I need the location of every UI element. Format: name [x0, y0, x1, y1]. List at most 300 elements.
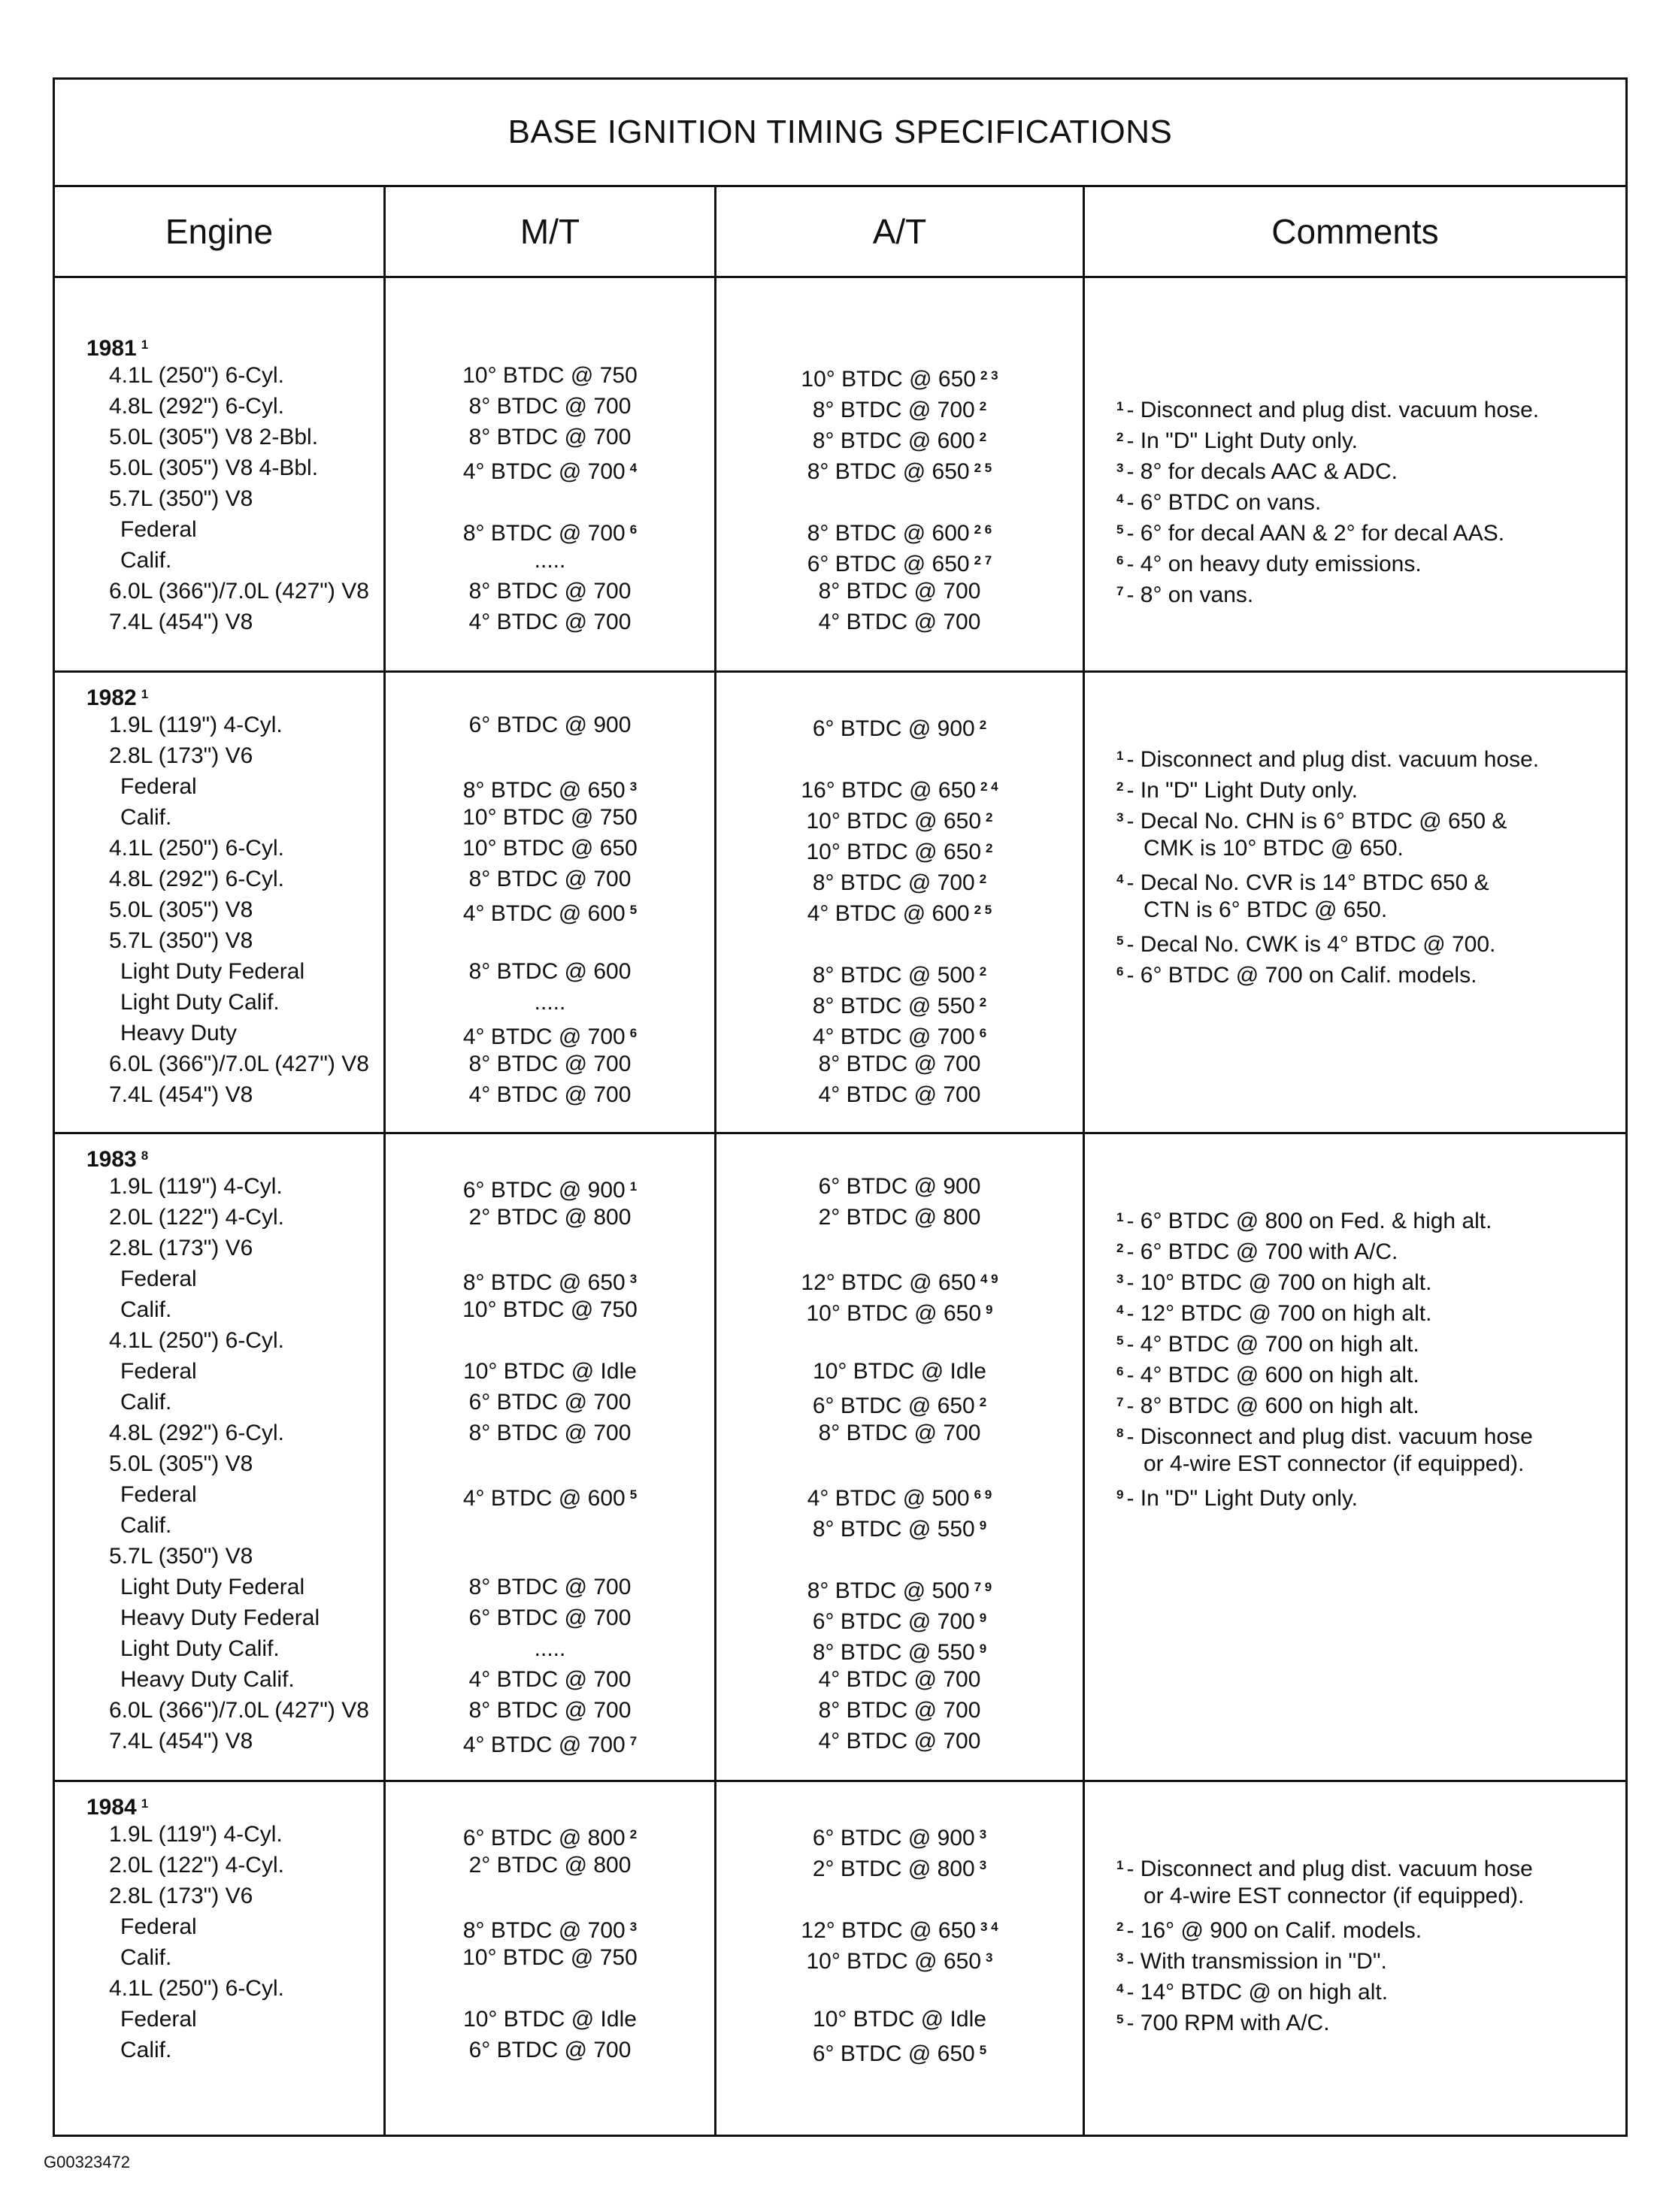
at-value: 8° BTDC @ 500 [812, 963, 975, 988]
table-body [55, 278, 1625, 2135]
footnote-ref: 2 [986, 810, 993, 825]
footnote-number: 2 [1116, 1241, 1124, 1255]
comment-line [1116, 2004, 1625, 2035]
footnote-ref: 6 [629, 522, 638, 537]
comment-text: - 8° BTDC @ 600 on high alt. [1126, 1393, 1419, 1418]
mt-cell [386, 1633, 714, 1664]
engine-column [55, 1134, 386, 1780]
engine-cell: Federal [120, 2007, 197, 2032]
year-text: 1982 [86, 685, 137, 710]
comment-text: - 4° on heavy duty emissions. [1126, 552, 1422, 576]
engine-cell: Heavy Duty Calif. [120, 1667, 295, 1692]
footnote-number: 2 [1116, 430, 1124, 444]
mt-value: 6° BTDC @ 700 [468, 1390, 632, 1415]
table-title: BASE IGNITION TIMING SPECIFICATIONS [55, 80, 1625, 187]
engine-cell: 1.9L (119") 4-Cyl. [109, 1822, 283, 1847]
at-value: 4° BTDC @ 700 [818, 1082, 981, 1107]
mt-column [386, 673, 716, 1132]
footnote-ref: 2 6 [974, 522, 992, 537]
comment-line [1116, 894, 1625, 925]
comments-column [1085, 1782, 1625, 2135]
mt-cell [386, 1418, 714, 1448]
year-label [86, 1140, 383, 1171]
engine-cell: Calif. [120, 805, 172, 830]
comment-line [1116, 545, 1625, 576]
at-cell [716, 1418, 1083, 1448]
at-cell [716, 740, 1083, 771]
mt-value: 8° BTDC @ 700 [468, 1052, 632, 1076]
comment-text: - Decal No. CWK is 4° BTDC @ 700. [1126, 932, 1496, 957]
engine-cell: Light Duty Federal [120, 959, 305, 984]
column-header-row [55, 187, 1625, 278]
year-label [86, 1788, 383, 1819]
mt-cell [386, 1448, 714, 1479]
comment-text: or 4-wire EST connector (if equipped). [1144, 1884, 1525, 1908]
footnote-number: 3 [1116, 461, 1124, 475]
mt-cell [386, 607, 714, 637]
comment-line [1116, 1263, 1625, 1294]
engine-cell: Federal [120, 1359, 197, 1384]
mt-cell [386, 1387, 714, 1418]
figure-id: G00323472 [44, 2153, 130, 2171]
at-cell [716, 1942, 1083, 1973]
comment-line [1116, 1911, 1625, 1942]
at-cell [716, 1356, 1083, 1387]
engine-cell: 7.4L (454") V8 [109, 1082, 253, 1107]
footnote-number: 7 [1116, 1395, 1124, 1409]
at-value: 8° BTDC @ 600 [812, 428, 975, 453]
mt-cell [386, 740, 714, 771]
footnote-number: 4 [1116, 1303, 1124, 1317]
mt-cell [386, 1973, 714, 2004]
at-cell [716, 1911, 1083, 1942]
comment-line [1116, 1233, 1625, 1263]
at-cell [716, 391, 1083, 422]
at-value: 10° BTDC @ Idle [813, 1359, 986, 1384]
comment-text: - 6° BTDC @ 700 with A/C. [1126, 1239, 1398, 1264]
at-cell [716, 1602, 1083, 1633]
mt-cell [386, 1479, 714, 1510]
mt-value: 8° BTDC @ 700 [468, 425, 632, 449]
footnote-ref: 1 [141, 687, 149, 701]
engine-cell: 2.0L (122") 4-Cyl. [109, 1205, 284, 1230]
at-cell [716, 1572, 1083, 1602]
comment-line [1116, 956, 1625, 987]
engine-cell: 4.1L (250") 6-Cyl. [109, 363, 284, 388]
comment-line [1116, 576, 1625, 607]
engine-cell: Light Duty Calif. [120, 1636, 280, 1661]
footnote-number: 4 [1116, 872, 1124, 886]
mt-cell [386, 2035, 714, 2065]
mt-cell [386, 1294, 714, 1325]
comment-text: - 10° BTDC @ 700 on high alt. [1126, 1270, 1432, 1295]
mt-column [386, 1134, 716, 1780]
footnote-ref: 3 [986, 1950, 993, 1965]
footnote-ref: 2 [629, 1827, 638, 1841]
comment-text: CTN is 6° BTDC @ 650. [1144, 897, 1388, 922]
engine-cell: 5.0L (305") V8 2-Bbl. [109, 425, 319, 449]
mt-value: 8° BTDC @ 700 [468, 579, 632, 604]
at-value: 10° BTDC @ 650 [806, 840, 982, 864]
mt-value: ..... [534, 1636, 566, 1661]
at-cell [716, 1325, 1083, 1356]
footnote-number: 6 [1116, 964, 1124, 979]
engine-cell: 5.7L (350") V8 [109, 486, 253, 511]
footnote-number: 5 [1116, 1333, 1124, 1348]
at-value: 4° BTDC @ 600 [807, 901, 970, 926]
at-cell [716, 1294, 1083, 1325]
engine-cell: 4.8L (292") 6-Cyl. [109, 394, 284, 419]
engine-cell: Calif. [120, 1390, 172, 1415]
comment-text: - Disconnect and plug dist. vacuum hose. [1126, 398, 1540, 422]
engine-cell: Federal [120, 774, 197, 799]
mt-value: 10° BTDC @ 750 [462, 1945, 638, 1970]
mt-column [386, 278, 716, 670]
at-cell [716, 1633, 1083, 1664]
engine-cell: 4.8L (292") 6-Cyl. [109, 1421, 284, 1445]
footnote-ref: 7 9 [974, 1580, 992, 1594]
engine-cell: Light Duty Calif. [120, 990, 280, 1015]
mt-value: 10° BTDC @ 650 [462, 836, 638, 861]
mt-cell [386, 483, 714, 514]
at-cell [716, 1079, 1083, 1110]
mt-cell [386, 1049, 714, 1079]
header-engine: Engine [55, 187, 386, 276]
at-value: 10° BTDC @ Idle [813, 2007, 986, 2032]
mt-cell [386, 925, 714, 956]
comment-line [1116, 1356, 1625, 1387]
footnote-ref: 2 5 [974, 903, 992, 917]
comment-text: - 6° BTDC @ 700 on Calif. models. [1126, 963, 1477, 988]
mt-value: 4° BTDC @ 600 [462, 1486, 626, 1511]
at-cell [716, 987, 1083, 1018]
footnote-ref: 9 [979, 1642, 987, 1656]
at-cell [716, 771, 1083, 802]
footnote-ref: 2 [979, 399, 987, 413]
at-cell [716, 1664, 1083, 1695]
at-value: 8° BTDC @ 700 [818, 579, 981, 604]
engine-cell: Federal [120, 1266, 197, 1291]
mt-value: 8° BTDC @ 700 [468, 867, 632, 891]
engine-cell: 1.9L (119") 4-Cyl. [109, 1174, 283, 1199]
footnote-ref: 2 [979, 995, 987, 1009]
mt-value: 8° BTDC @ 700 [462, 1918, 626, 1943]
mt-value: 4° BTDC @ 700 [462, 1024, 626, 1049]
at-value: 8° BTDC @ 550 [812, 1517, 975, 1542]
footnote-number: 3 [1116, 1950, 1124, 1965]
footnote-ref: 2 [986, 841, 993, 855]
at-cell [716, 1726, 1083, 1757]
year-label [86, 329, 383, 360]
footnote-ref: 1 [141, 1796, 149, 1811]
at-cell [716, 1448, 1083, 1479]
footnote-number: 6 [1116, 1364, 1124, 1378]
comment-text: - With transmission in "D". [1126, 1949, 1387, 1974]
engine-cell: 6.0L (366")/7.0L (427") V8 [109, 579, 369, 604]
mt-cell [386, 710, 714, 740]
mt-value: 6° BTDC @ 900 [462, 1178, 626, 1203]
footnote-ref: 1 [629, 1179, 638, 1194]
at-cell [716, 422, 1083, 452]
mt-cell [386, 1018, 714, 1049]
engine-cell: 4.1L (250") 6-Cyl. [109, 1328, 284, 1353]
footnote-number: 1 [1116, 1858, 1124, 1872]
engine-cell: 2.0L (122") 4-Cyl. [109, 1853, 284, 1878]
footnote-ref: 6 9 [974, 1487, 992, 1502]
comment-text: - 6° for decal AAN & 2° for decal AAS. [1126, 521, 1505, 546]
year-section-1981 [55, 278, 1625, 673]
comment-line [1116, 391, 1625, 422]
mt-cell [386, 360, 714, 391]
comment-text: - Decal No. CVR is 14° BTDC 650 & [1126, 870, 1489, 895]
mt-cell [386, 1850, 714, 1881]
footnote-ref: 9 [979, 1611, 987, 1625]
engine-cell: 6.0L (366")/7.0L (427") V8 [109, 1052, 369, 1076]
at-cell [716, 1018, 1083, 1049]
at-value: 6° BTDC @ 650 [812, 2041, 975, 2066]
at-value: 6° BTDC @ 650 [812, 1393, 975, 1418]
mt-cell [386, 1942, 714, 1973]
at-value: 8° BTDC @ 700 [818, 1698, 981, 1723]
at-value: 4° BTDC @ 700 [818, 1729, 981, 1754]
mt-value: 8° BTDC @ 700 [468, 394, 632, 419]
engine-cell: 4.1L (250") 6-Cyl. [109, 1976, 284, 2001]
footnote-ref: 2 5 [974, 461, 992, 475]
engine-cell: 1.9L (119") 4-Cyl. [109, 713, 283, 737]
at-value: 8° BTDC @ 650 [807, 459, 970, 484]
mt-cell [386, 576, 714, 607]
comment-text: CMK is 10° BTDC @ 650. [1144, 836, 1404, 861]
at-cell [716, 360, 1083, 391]
footnote-number: 2 [1116, 1920, 1124, 1934]
year-section-1983 [55, 1134, 1625, 1782]
at-cell [716, 452, 1083, 483]
engine-cell: 5.0L (305") V8 [109, 897, 253, 922]
mt-cell [386, 1664, 714, 1695]
engine-cell: 6.0L (366")/7.0L (427") V8 [109, 1698, 369, 1723]
footnote-number: 3 [1116, 810, 1124, 825]
at-value: 8° BTDC @ 600 [807, 521, 970, 546]
engine-column [55, 278, 386, 670]
engine-cell: 7.4L (454") V8 [109, 1729, 253, 1754]
footnote-ref: 5 [629, 903, 638, 917]
at-column [716, 1782, 1085, 2135]
footnote-ref: 6 [629, 1026, 638, 1040]
at-value: 6° BTDC @ 650 [807, 552, 970, 576]
comment-text: - Disconnect and plug dist. vacuum hose [1126, 1856, 1533, 1881]
comment-line [1116, 1418, 1625, 1448]
comments-column [1085, 1134, 1625, 1780]
comment-line [1116, 1202, 1625, 1233]
engine-cell: 2.8L (173") V6 [109, 1236, 253, 1260]
comment-line [1116, 1850, 1625, 1881]
engine-cell: 4.8L (292") 6-Cyl. [109, 867, 284, 891]
mt-cell [386, 514, 714, 545]
at-cell [716, 802, 1083, 833]
year-section-1982 [55, 673, 1625, 1134]
at-cell [716, 925, 1083, 956]
header-comments: Comments [1271, 212, 1439, 251]
mt-value: 10° BTDC @ 750 [462, 1297, 638, 1322]
comment-text: - In "D" Light Duty only. [1126, 1486, 1358, 1511]
mt-value: 10° BTDC @ 750 [462, 805, 638, 830]
engine-cell: Heavy Duty [120, 1021, 238, 1045]
comment-line [1116, 771, 1625, 802]
comment-line [1116, 833, 1625, 864]
at-value: 4° BTDC @ 500 [807, 1486, 970, 1511]
footnote-number: 6 [1116, 553, 1124, 567]
comment-text: - Disconnect and plug dist. vacuum hose [1126, 1424, 1533, 1449]
footnote-ref: 2 [979, 718, 987, 732]
footnote-ref: 3 4 [980, 1920, 998, 1934]
mt-column [386, 1782, 716, 2135]
comment-text: - In "D" Light Duty only. [1126, 778, 1358, 803]
engine-cell: 7.4L (454") V8 [109, 610, 253, 634]
engine-cell: 4.1L (250") 6-Cyl. [109, 836, 284, 861]
mt-cell [386, 1510, 714, 1541]
footnote-ref: 2 [979, 1395, 987, 1409]
mt-cell [386, 894, 714, 925]
mt-value: 8° BTDC @ 650 [462, 1270, 626, 1295]
footnote-number: 8 [1116, 1426, 1124, 1440]
engine-cell: 5.7L (350") V8 [109, 928, 253, 953]
mt-value: 8° BTDC @ 700 [462, 521, 626, 546]
at-value: 10° BTDC @ 650 [801, 367, 976, 392]
mt-cell [386, 802, 714, 833]
mt-cell [386, 1356, 714, 1387]
mt-value: 4° BTDC @ 700 [468, 1667, 632, 1692]
engine-cell: Federal [120, 1482, 197, 1507]
mt-cell [386, 864, 714, 894]
at-value: 2° BTDC @ 800 [818, 1205, 981, 1230]
at-cell [716, 545, 1083, 576]
at-cell [716, 483, 1083, 514]
header-mt: M/T [386, 187, 716, 276]
mt-cell [386, 771, 714, 802]
engine-cell: Light Duty Federal [120, 1575, 305, 1599]
at-value: 10° BTDC @ 650 [806, 809, 982, 834]
footnote-number: 7 [1116, 584, 1124, 598]
mt-cell [386, 545, 714, 576]
comment-line [1116, 422, 1625, 452]
at-value: 4° BTDC @ 700 [818, 610, 981, 634]
footnote-ref: 2 [979, 872, 987, 886]
footnote-ref: 7 [629, 1734, 638, 1748]
at-cell [716, 1479, 1083, 1510]
comment-line [1116, 1973, 1625, 2004]
comment-text: - 700 RPM with A/C. [1126, 2011, 1330, 2035]
mt-value: ..... [534, 548, 566, 573]
engine-cell: 5.0L (305") V8 4-Bbl. [109, 455, 319, 480]
mt-cell [386, 1911, 714, 1942]
footnote-number: 4 [1116, 1981, 1124, 1996]
engine-cell: Calif. [120, 548, 172, 573]
mt-cell [386, 987, 714, 1018]
at-cell [716, 710, 1083, 740]
engine-cell: 2.8L (173") V6 [109, 1884, 253, 1908]
footnote-number: 9 [1116, 1487, 1124, 1502]
comment-text: - Disconnect and plug dist. vacuum hose. [1126, 747, 1540, 772]
engine-cell: Federal [120, 517, 197, 542]
footnote-number: 1 [1116, 399, 1124, 413]
comment-line [1116, 1387, 1625, 1418]
mt-cell [386, 1325, 714, 1356]
mt-value: 6° BTDC @ 700 [468, 2038, 632, 2062]
footnote-ref: 2 7 [974, 553, 992, 567]
at-cell [716, 864, 1083, 894]
at-value: 6° BTDC @ 900 [818, 1174, 981, 1199]
mt-value: 6° BTDC @ 900 [468, 713, 632, 737]
footnote-ref: 9 [979, 1518, 987, 1533]
comment-line [1116, 740, 1625, 771]
comment-line [1116, 1448, 1625, 1479]
at-value: 6° BTDC @ 900 [812, 716, 975, 741]
footnote-ref: 3 [629, 1920, 638, 1934]
mt-cell [386, 1726, 714, 1757]
at-value: 4° BTDC @ 700 [818, 1667, 981, 1692]
header-at: A/T [716, 187, 1085, 276]
at-cell [716, 607, 1083, 637]
at-column [716, 278, 1085, 670]
mt-cell [386, 956, 714, 987]
footnote-ref: 2 3 [980, 368, 998, 383]
comments-column [1085, 278, 1625, 670]
mt-value: 8° BTDC @ 700 [468, 1575, 632, 1599]
footnote-ref: 6 [979, 1026, 987, 1040]
comment-text: - 4° BTDC @ 700 on high alt. [1126, 1332, 1419, 1357]
mt-value: 4° BTDC @ 600 [462, 901, 626, 926]
engine-column [55, 673, 386, 1132]
at-value: 6° BTDC @ 700 [812, 1609, 975, 1634]
mt-cell [386, 1541, 714, 1572]
footnote-ref: 4 9 [980, 1272, 998, 1286]
mt-cell [386, 2004, 714, 2035]
at-cell [716, 1233, 1083, 1263]
at-cell [716, 514, 1083, 545]
footnote-number: 5 [1116, 2012, 1124, 2026]
comment-text: - 6° BTDC on vans. [1126, 490, 1322, 515]
footnote-number: 3 [1116, 1272, 1124, 1286]
mt-value: 4° BTDC @ 700 [462, 1732, 626, 1757]
comment-text: - 16° @ 900 on Calif. models. [1126, 1918, 1422, 1943]
mt-value: 10° BTDC @ Idle [463, 2007, 637, 2032]
at-cell [716, 1171, 1083, 1202]
at-value: 8° BTDC @ 700 [818, 1052, 981, 1076]
footnote-ref: 5 [629, 1487, 638, 1502]
engine-cell: Calif. [120, 2038, 172, 2062]
engine-cell: Calif. [120, 1297, 172, 1322]
at-cell [716, 576, 1083, 607]
engine-cell: 5.7L (350") V8 [109, 1544, 253, 1569]
at-cell [716, 1541, 1083, 1572]
mt-value: 4° BTDC @ 700 [462, 459, 626, 484]
at-value: 8° BTDC @ 550 [812, 994, 975, 1018]
at-value: 8° BTDC @ 550 [812, 1640, 975, 1665]
comment-line [1116, 1294, 1625, 1325]
comment-line [1116, 1325, 1625, 1356]
footnote-number: 1 [1116, 1210, 1124, 1224]
mt-value: 2° BTDC @ 800 [468, 1205, 632, 1230]
at-value: 8° BTDC @ 700 [812, 870, 975, 895]
footnote-ref: 8 [141, 1148, 149, 1163]
comment-line [1116, 1881, 1625, 1911]
mt-cell [386, 1171, 714, 1202]
at-cell [716, 1049, 1083, 1079]
mt-cell [386, 833, 714, 864]
mt-cell [386, 391, 714, 422]
at-cell [716, 1387, 1083, 1418]
at-cell [716, 1510, 1083, 1541]
